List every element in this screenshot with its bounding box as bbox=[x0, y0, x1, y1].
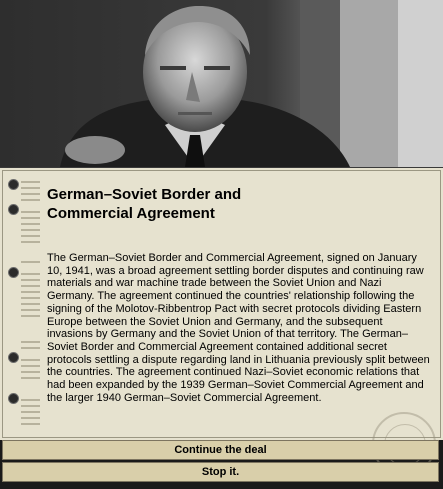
binder-ring-icon bbox=[8, 267, 19, 278]
margin-notes-decoration bbox=[3, 171, 41, 436]
event-title: German–Soviet Border and Commercial Agreement bbox=[47, 186, 242, 222]
binder-ring-icon bbox=[8, 204, 19, 215]
event-description: The German–Soviet Border and Commercial Agreement, signed on January 10, 1941, was a broad agreement settling border disputes and continuing raw materials and war machine trade between the Soviet Union and Nazi Germany. The agreement continued the countries' relationship following the signing of the Molotov-Ribbentrop Pact with secret protocols dividing Eastern Europe between the Soviet Union and Germany, and the subsequent invasions by Germany and the Soviet Union of that territory. The German–Soviet Border and Commercial Agreement contained additional secret protocols settling a dispute regarding land in Lithuania previously split between the countries. The agreement continued Nazi–Soviet economic relations that had been expanded by the 1939 German–Soviet Commercial Agreement and the larger 1940 German–Soviet Commercial Agreement. bbox=[47, 252, 430, 404]
continue-the-deal-button[interactable]: Continue the deal bbox=[2, 440, 439, 460]
event-photo-image bbox=[0, 0, 443, 167]
binder-ring-icon bbox=[8, 393, 19, 404]
event-panel bbox=[0, 167, 443, 440]
event-photo bbox=[0, 0, 443, 167]
binder-ring-icon bbox=[8, 352, 19, 363]
stop-it-button[interactable]: Stop it. bbox=[2, 462, 439, 482]
binder-ring-icon bbox=[8, 179, 19, 190]
